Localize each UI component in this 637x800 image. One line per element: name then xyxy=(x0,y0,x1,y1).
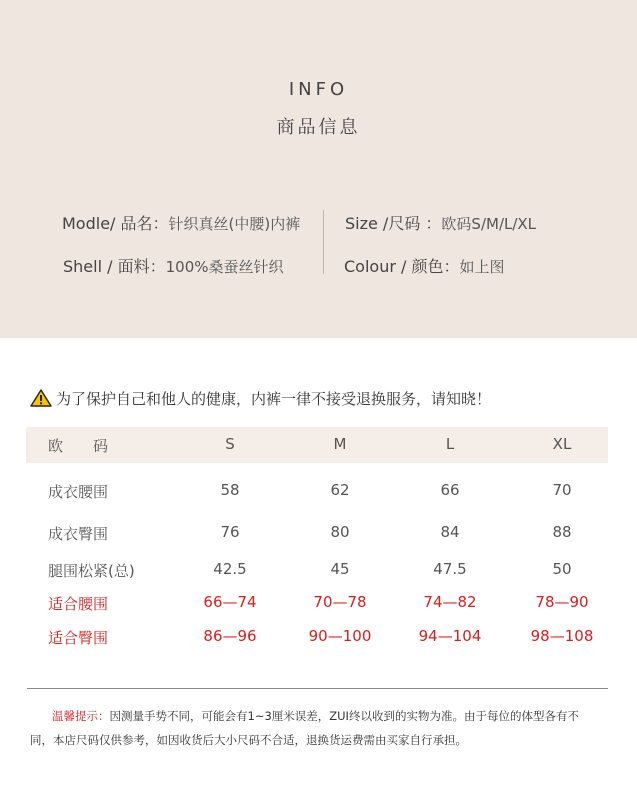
table-cell: 76 xyxy=(220,523,240,541)
table-header-size: M xyxy=(333,435,347,453)
table-row-label: 适合腰围 xyxy=(48,595,109,613)
spec-size-label: Size /尺码 ： xyxy=(345,214,442,233)
table-header-size: S xyxy=(225,435,235,453)
table-cell: 84 xyxy=(440,523,460,541)
notice-text: 为了保护自己和他人的健康，内裤一律不接受退换服务，请知晓！ xyxy=(56,390,492,408)
spec-model-value: 针织真丝(中腰)内裤 xyxy=(168,215,301,233)
table-cell: 90—100 xyxy=(308,627,372,645)
table-cell: 86—96 xyxy=(203,627,257,645)
table-header-size: L xyxy=(445,435,455,453)
table-header-size: XL xyxy=(552,435,572,453)
spec-model-label: Modle/ 品名： xyxy=(62,214,169,233)
product-info-panel xyxy=(0,0,637,338)
tip-label: 温馨提示： xyxy=(52,709,110,723)
spec-shell-label: Shell / 面料： xyxy=(63,257,166,276)
spec-size xyxy=(345,211,536,234)
table-cell: 50 xyxy=(552,560,572,578)
info-subtitle: 商品信息 xyxy=(276,117,361,138)
table-cell: 45 xyxy=(330,560,350,578)
table-cell: 66—74 xyxy=(203,593,257,611)
table-header-row xyxy=(26,427,608,463)
table-row-label: 成衣臀围 xyxy=(48,525,109,543)
spec-colour-label: Colour / 颜色： xyxy=(344,257,460,276)
table-cell: 94—104 xyxy=(418,627,482,645)
table-cell: 47.5 xyxy=(433,560,467,578)
size-tip xyxy=(30,704,610,752)
spec-shell-value: 100%桑蚕丝针织 xyxy=(165,258,284,276)
warning-icon xyxy=(30,389,52,407)
table-cell: 80 xyxy=(330,523,350,541)
info-title: INFO xyxy=(288,79,349,100)
tip-line-1: 因测量手势不同，可能会有1~3厘米误差，ZUI终以收到的实物为准。由于每位的体型各有不 xyxy=(109,709,579,723)
table-cell: 78—90 xyxy=(535,593,589,611)
spec-colour xyxy=(344,254,505,277)
tip-divider xyxy=(27,688,608,689)
spec-model xyxy=(62,211,300,234)
table-cell: 42.5 xyxy=(213,560,247,578)
table-cell: 98—108 xyxy=(530,627,594,645)
table-header-label: 欧 码 xyxy=(48,437,109,455)
table-row-label: 腿围松紧(总) xyxy=(48,562,135,580)
table-row-label: 适合臀围 xyxy=(48,629,109,647)
table-cell: 70 xyxy=(552,481,572,499)
tip-line-2: 同，本店尺码仅供参考，如因收货后大小尺码不合适，退换货运费需由买家自行承担。 xyxy=(30,733,467,747)
return-policy-notice xyxy=(30,388,491,409)
table-cell: 88 xyxy=(552,523,572,541)
table-cell: 58 xyxy=(220,481,240,499)
spec-colour-value: 如上图 xyxy=(459,258,505,276)
spec-size-value: 欧码S/M/L/XL xyxy=(441,215,537,233)
table-cell: 66 xyxy=(440,481,460,499)
info-divider xyxy=(323,210,324,274)
table-cell: 74—82 xyxy=(423,593,477,611)
table-cell: 70—78 xyxy=(313,593,367,611)
table-cell: 62 xyxy=(330,481,350,499)
spec-shell xyxy=(63,254,284,277)
table-row-label: 成衣腰围 xyxy=(48,483,109,501)
